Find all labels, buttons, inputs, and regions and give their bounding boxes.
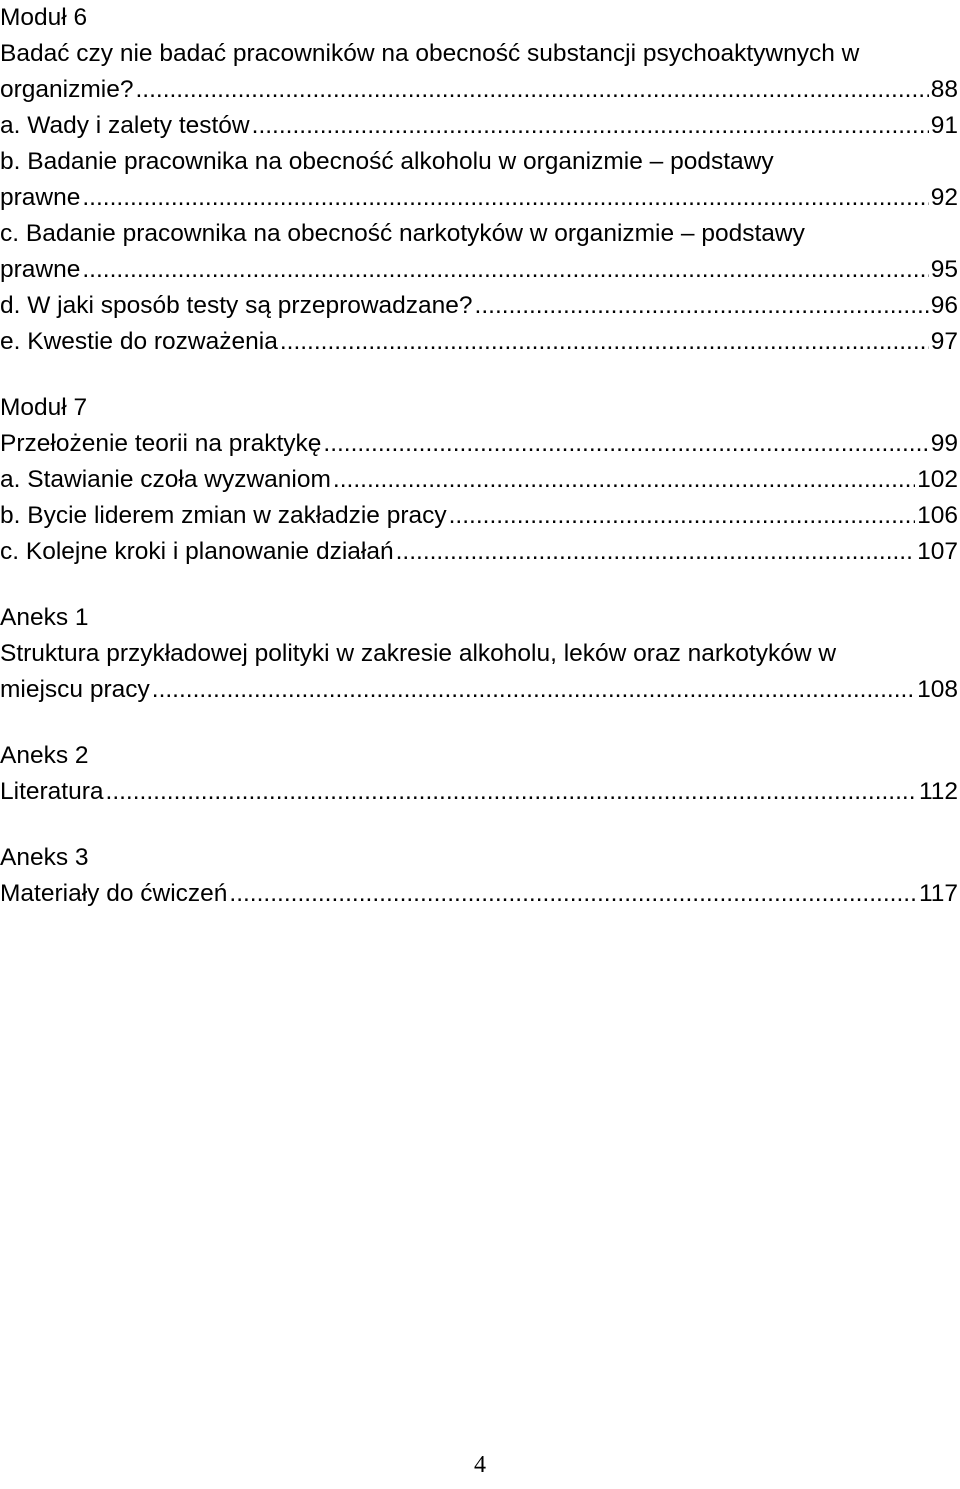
dot-leader [396,534,916,570]
entry-label: Materiały do ćwiczeń [0,880,228,907]
toc-section-aneks-3 [0,840,958,912]
entry-page-number: 91 [930,112,958,139]
section-heading: Aneks 1 [0,604,89,631]
dot-leader [252,108,929,144]
entry-label: e. Kwestie do rozważenia [0,328,278,355]
entry-label: a. Stawianie czoła wyzwaniom [0,466,331,493]
entry-page-number: 102 [917,466,958,493]
entry-page-number: 99 [930,430,958,457]
dot-leader [106,774,917,810]
entry-page-number: 117 [918,880,958,907]
entry-label: Literatura [0,778,104,805]
section-heading: Aneks 3 [0,844,89,871]
toc-entry[interactable] [0,72,958,108]
toc-entry[interactable] [0,180,958,216]
entry-page-number: 107 [917,538,958,565]
entry-page-number: 96 [930,292,958,319]
toc-entry[interactable] [0,876,958,912]
toc-entry[interactable] [0,324,958,360]
toc-entry[interactable] [0,462,958,498]
dot-leader [82,180,928,216]
toc-entry[interactable] [0,534,958,570]
entry-label: b. Bycie liderem zmian w zakładzie pracy [0,502,447,529]
entry-page-number: 108 [917,676,958,703]
entry-label-line[interactable]: b. Badanie pracownika na obecność alkoholu w organizmie – podstawy [0,148,774,175]
dot-leader [333,462,915,498]
dot-leader [152,672,915,708]
entry-label: a. Wady i zalety testów [0,112,250,139]
toc-entry[interactable] [0,672,958,708]
dot-leader [280,324,929,360]
entry-label: prawne [0,256,81,283]
section-title-line[interactable]: Struktura przykładowej polityki w zakresie alkoholu, leków oraz narkotyków w [0,640,837,667]
toc-section-modul-6 [0,0,958,360]
toc-entry[interactable] [0,498,958,534]
entry-page-number: 88 [930,76,958,103]
dot-leader [449,498,915,534]
section-title-line: Badać czy nie badać pracowników na obecność substancji psychoaktywnych w [0,40,860,67]
section-heading: Moduł 6 [0,4,88,31]
toc-section-modul-7 [0,390,958,570]
toc-section-aneks-2 [0,738,958,810]
toc-entry[interactable] [0,252,958,288]
entry-label: prawne [0,184,81,211]
entry-page-number: 92 [930,184,958,211]
toc-entry[interactable] [0,774,958,810]
dot-leader [323,426,928,462]
entry-label-line[interactable]: c. Badanie pracownika na obecność narkotyków w organizmie – podstawy [0,220,805,247]
dot-leader [135,72,928,108]
entry-label: organizmie? [0,76,134,103]
entry-label: miejscu pracy [0,676,150,703]
entry-label: Przełożenie teorii na praktykę [0,430,322,457]
toc-entry[interactable] [0,108,958,144]
entry-page-number: 112 [918,778,958,805]
entry-page-number: 95 [930,256,958,283]
section-heading: Aneks 2 [0,742,89,769]
dot-leader [475,288,929,324]
dot-leader [82,252,928,288]
toc-entry[interactable] [0,426,958,462]
toc-entry[interactable] [0,288,958,324]
dot-leader [229,876,917,912]
toc-section-aneks-1 [0,600,958,708]
page-number: 4 [474,1452,486,1478]
entry-label: d. W jaki sposób testy są przeprowadzane? [0,292,473,319]
entry-page-number: 106 [917,502,958,529]
entry-label: c. Kolejne kroki i planowanie działań [0,538,394,565]
section-heading: Moduł 7 [0,394,88,421]
entry-page-number: 97 [930,328,958,355]
